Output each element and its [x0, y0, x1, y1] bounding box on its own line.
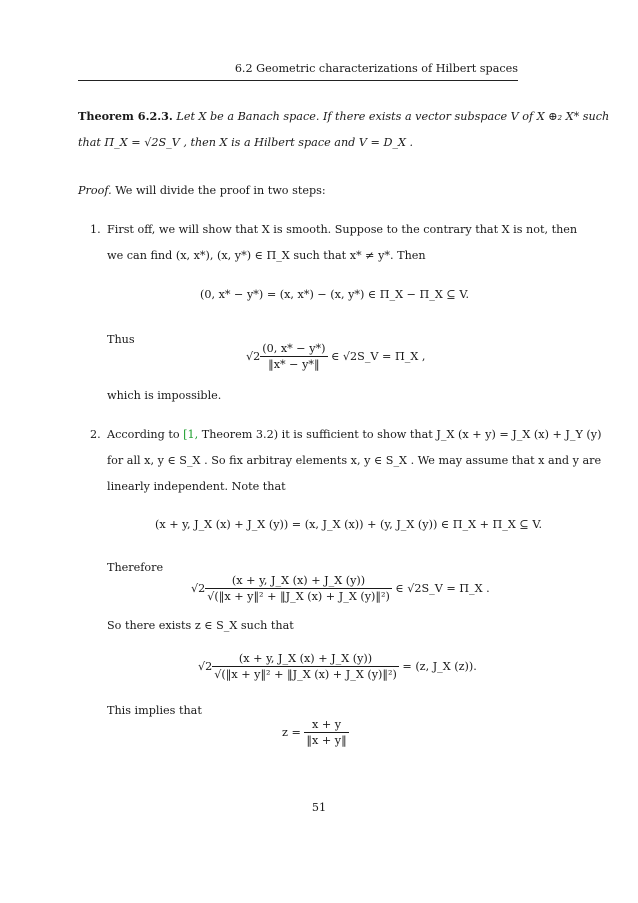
step1-line-1: First off, we will show that X is smooth. Suppose to the contrary that X is not, then: [107, 223, 578, 236]
header-title: 6.2 Geometric characterizations of Hilbert spaces: [234, 62, 518, 75]
eq6-lhs: z =: [282, 726, 301, 739]
step1-number: 1.: [90, 223, 101, 236]
eq5-suffix: = (z, J_X (z)).: [402, 660, 477, 673]
eq6-numerator: x + y: [311, 718, 342, 731]
eq4-denominator: √(‖x + y‖² + ‖J_X (x) + J_X (y)‖²): [207, 590, 390, 603]
running-header: [78, 62, 518, 84]
eq4-numerator: (x + y, J_X (x) + J_X (y)): [231, 574, 366, 587]
theorem-line-1: [78, 109, 609, 124]
step2-equation-6: [282, 718, 349, 748]
eq6-fraction: [304, 718, 348, 748]
citation-link[interactable]: [1,: [183, 428, 199, 441]
eq6-denominator: ‖x + y‖: [306, 734, 347, 747]
eq4-fraction: [205, 574, 392, 604]
eq2-denominator: ‖x* − y*‖: [260, 356, 327, 372]
step1-conclusion: which is impossible.: [107, 389, 222, 402]
eq2-suffix: ∈ √2S_V = Π_X ,: [331, 350, 426, 363]
eq5-fraction: [212, 652, 399, 682]
eq5-numerator: (x + y, J_X (x) + J_X (y)): [238, 652, 373, 665]
theorem-statement-2: that Π_X = √2S_V , then X is a Hilbert space and V = D_X .: [78, 136, 414, 149]
eq4-suffix: ∈ √2S_V = Π_X .: [395, 582, 490, 595]
step2-equation-3: (x + y, J_X (x) + J_X (y)) = (x, J_X (x)) + (y, J_X (y)) ∈ Π_X + Π_X ⊆ V.: [155, 518, 543, 531]
step2-line1-post: Theorem 3.2) it is sufficient to show that J_X (x + y) = J_X (x) + J_Y (y): [201, 428, 602, 441]
eq5-prefix: √2: [198, 660, 213, 673]
step2-line-1: [107, 428, 601, 442]
step1-equation-2: [246, 342, 425, 372]
step2-equation-4: [191, 574, 490, 604]
step2-so-exists: So there exists z ∈ S_X such that: [107, 619, 294, 632]
step2-number: 2.: [90, 428, 101, 441]
page-number: 51: [311, 801, 327, 814]
step2-implies: This implies that: [107, 704, 202, 717]
eq2-prefix: √2: [246, 350, 261, 363]
theorem-statement-1: Let X be a Banach space. If there exists a vector subspace V of X ⊕₂ X* such: [176, 110, 610, 123]
eq5-denominator: √(‖x + y‖² + ‖J_X (x) + J_X (y)‖²): [214, 668, 397, 681]
step2-therefore: Therefore: [107, 561, 164, 574]
eq2-numerator: (0, x* − y*): [262, 342, 326, 355]
step1-line-2: we can find (x, x*), (x, y*) ∈ Π_X such that x* ≠ y*. Then: [107, 249, 426, 262]
theorem-label: Theorem 6.2.3.: [78, 109, 173, 123]
header-rule: [78, 80, 518, 81]
step2-equation-5: [198, 652, 477, 682]
proof-label: Proof.: [78, 184, 112, 197]
eq2-fraction: [260, 342, 327, 372]
proof-intro: [78, 184, 326, 198]
step2-line1-pre: According to: [107, 428, 180, 441]
proof-intro-text: We will divide the proof in two steps:: [115, 184, 326, 197]
step1-thus: Thus: [107, 333, 135, 346]
step2-line-2: for all x, y ∈ S_X . So fix arbitray elements x, y ∈ S_X . We may assume that x and y are: [107, 454, 602, 467]
step1-equation-1: (0, x* − y*) = (x, x*) − (x, y*) ∈ Π_X − Π_X ⊆ V.: [200, 288, 470, 301]
eq4-prefix: √2: [191, 582, 206, 595]
step2-line-3: linearly independent. Note that: [107, 480, 286, 493]
